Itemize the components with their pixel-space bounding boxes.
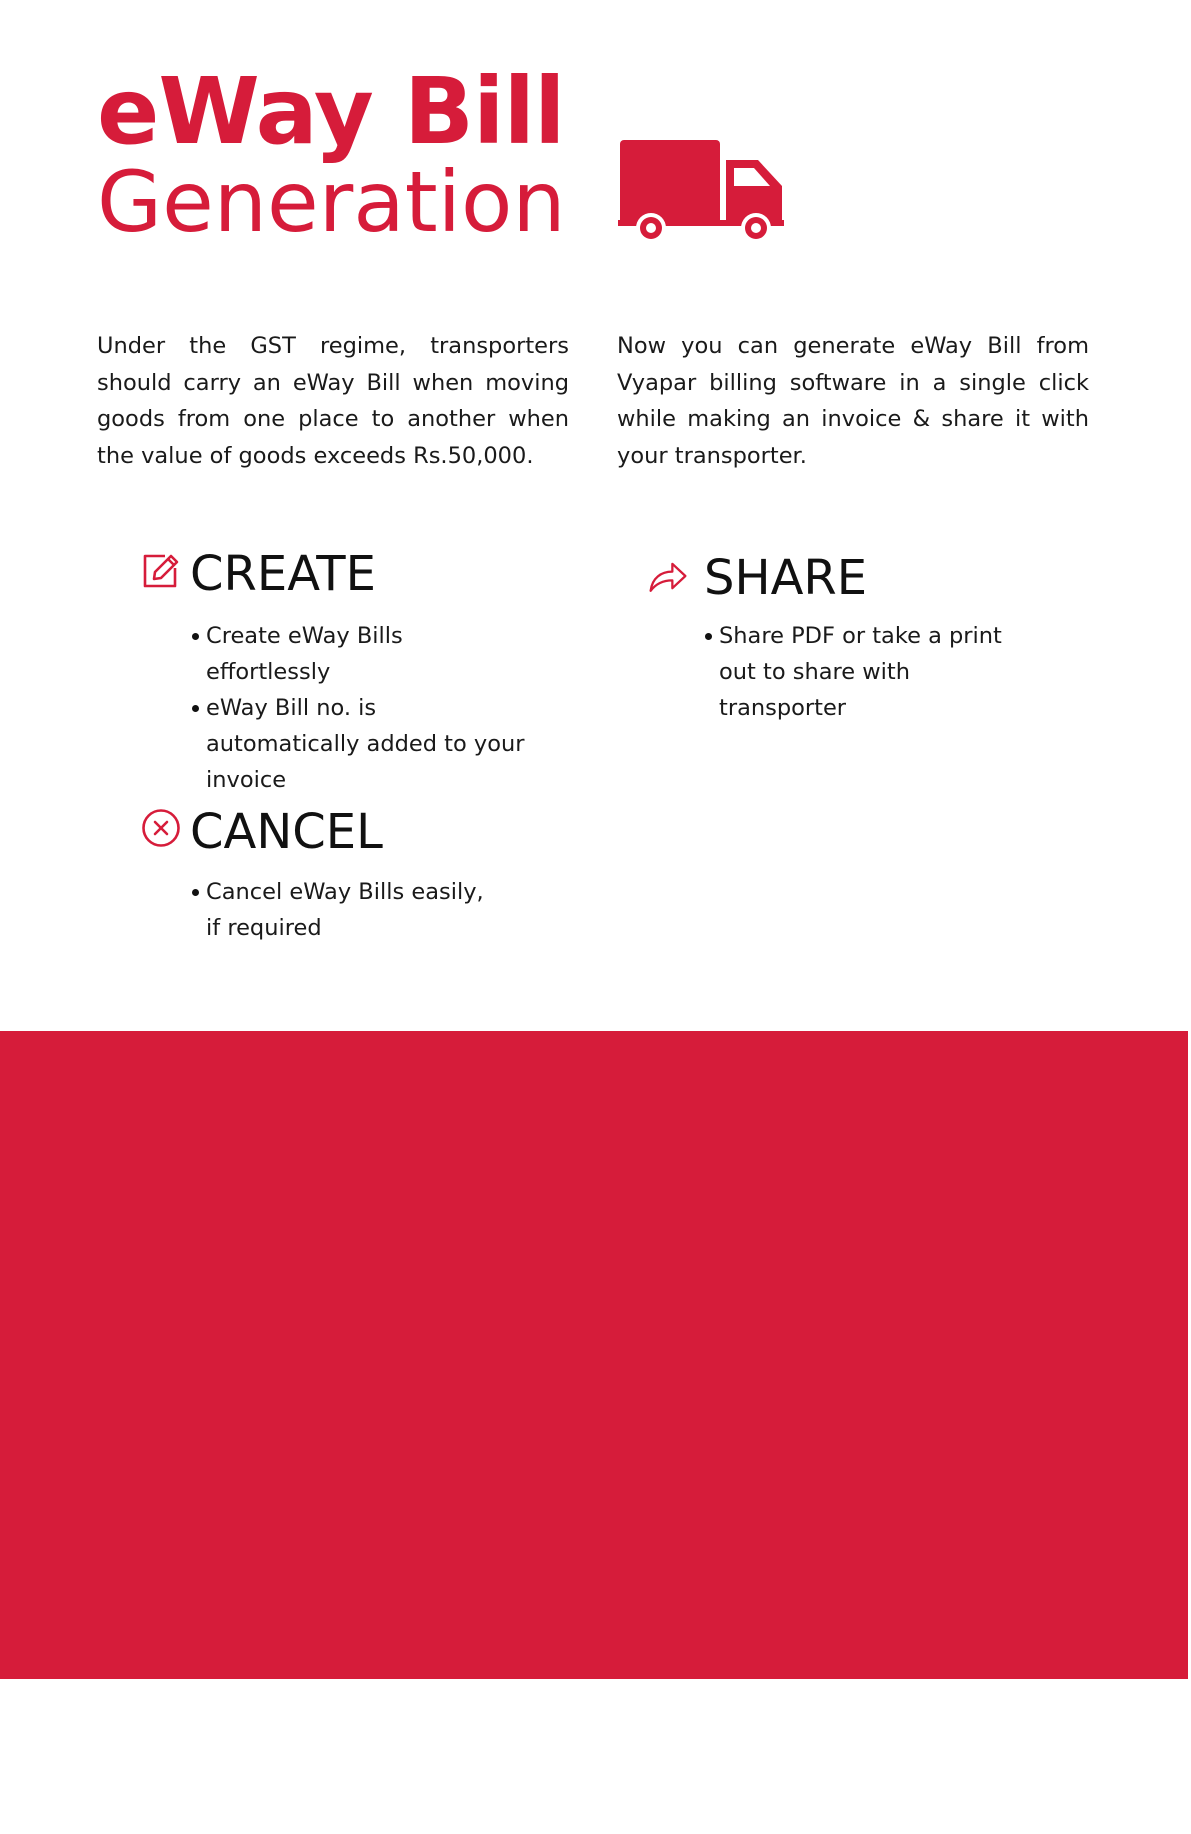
intro-left-paragraph: Under the GST regime, transporters should carry an eWay Bill when moving goods from one place to another when the value of goods exceeds Rs.50,000.: [97, 333, 569, 469]
create-bullet-list: [192, 618, 532, 798]
cancel-bullet-list: [192, 874, 492, 946]
create-title: CREATE: [190, 546, 376, 602]
share-arrow-icon: [648, 556, 688, 596]
share-bullet-list: [705, 618, 1035, 726]
title-bold: eWay Bill: [97, 58, 565, 165]
intro-right-paragraph: Now you can generate eWay Bill from Vyapar billing software in a single click while making an invoice & share it with your transporter.: [617, 333, 1089, 469]
cancel-title: CANCEL: [190, 804, 383, 860]
share-bullet-1: Share PDF or take a print out to share with transporter: [705, 618, 1035, 726]
share-title: SHARE: [704, 550, 868, 606]
truck-icon: [618, 138, 784, 244]
cancel-circle-icon: [141, 808, 181, 848]
red-footer-block: [0, 1031, 1188, 1679]
title-light: Generation: [97, 153, 566, 251]
create-bullet-2: eWay Bill no. is automatically added to your invoice: [192, 690, 532, 798]
create-bullet-1: Create eWay Bills effortlessly: [192, 618, 532, 690]
cancel-bullet-1: Cancel eWay Bills easily, if required: [192, 874, 492, 946]
edit-icon: [141, 550, 181, 590]
